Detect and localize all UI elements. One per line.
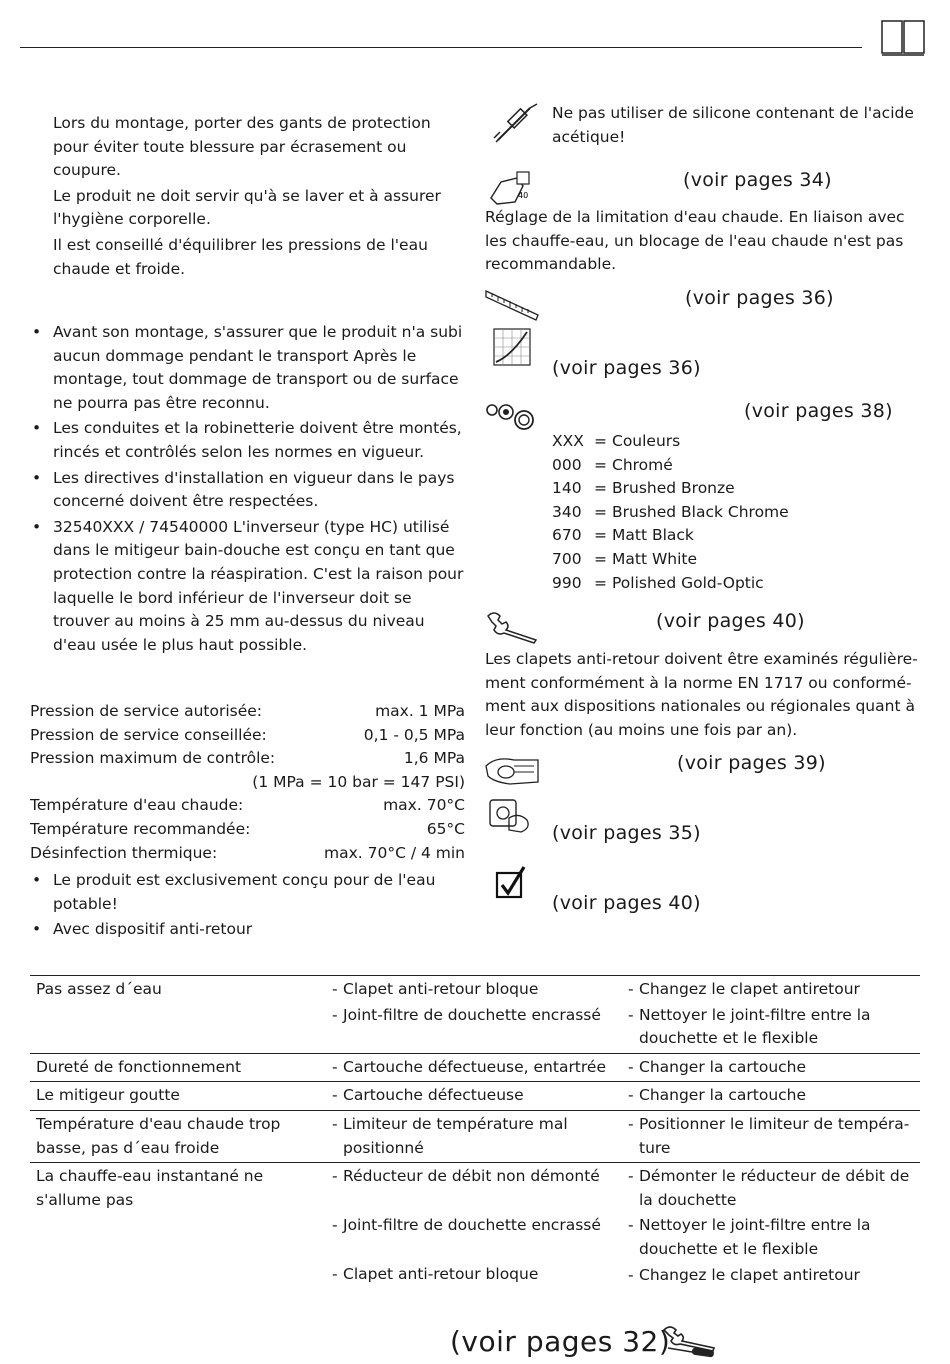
remedy-item: - Changez le clapet antiretour [628, 1264, 916, 1288]
color-code: 700 [552, 549, 582, 568]
table-row [30, 976, 920, 1054]
cause-item: - Cartouche défectueuse [332, 1084, 618, 1108]
bullet-item: • Le produit est exclusivement conçu pour de l'eau potable! [30, 869, 450, 916]
cause-item: - Réducteur de débit non démonté [332, 1165, 618, 1212]
remedy-item: - Changez le clapet antiretour [628, 978, 916, 1002]
spec-row [30, 747, 465, 771]
intro-text: Lors du montage, porter des gants de protection pour éviter toute blessure par écrasement ou coupure. [53, 114, 431, 180]
color-name: Couleurs [612, 432, 681, 450]
wrench-icon [484, 610, 540, 644]
cause-item: - Joint-filtre de douchette encrassé [332, 1214, 618, 1261]
spec-value: max. 1 MPa [375, 702, 465, 720]
silicone-gun-icon [490, 102, 540, 144]
cause-cell [326, 976, 622, 1054]
cause-cell [326, 1082, 622, 1111]
page-ref-36b: (voir pages 36) [552, 357, 701, 379]
remedy-cell [622, 1163, 920, 1289]
cause-item: - Joint-filtre de douchette encrassé [332, 1004, 618, 1028]
color-code: 000 [552, 455, 582, 474]
color-row [552, 548, 789, 572]
checkbox-checked-icon [494, 865, 528, 901]
remedy-cell [622, 976, 920, 1054]
color-code: 140 [552, 479, 582, 498]
color-row [552, 477, 789, 501]
remedy-item: - Changer la cartouche [628, 1084, 916, 1108]
install-bullets [30, 321, 465, 657]
spec-label: Pression de service autorisée: [30, 702, 263, 720]
intro-block [53, 112, 463, 281]
color-code: 670 [552, 526, 582, 545]
color-row [552, 454, 789, 478]
remedy-item: - Nettoyer le joint-filtre entre la douchette et le flexible [628, 1004, 916, 1051]
spec-value: max. 70°C / 4 min [323, 843, 465, 862]
spec-value: 1,6 MPa [403, 749, 465, 768]
cause-cell [326, 1110, 622, 1162]
remedy-item: - Nettoyer le joint-filtre entre la douchette et le flexible [628, 1214, 916, 1261]
spec-label: Température d'eau chaude: [30, 796, 244, 815]
color-eq: = [594, 479, 607, 498]
color-row [552, 524, 789, 548]
bullet-item: • 32540XXX / 74540000 L'inverseur (type HC) utilisé dans le mitigeur bain-douche est conçu en tant que protection contre la réaspiration. C'est la raison pour laquelle le bord inférieur de l'inverseur doit se trouver au moins à 25 mm au-dessus du niveau d'eau usée le plus haut possible. [30, 516, 465, 658]
color-name: Polished Gold-Optic [612, 573, 764, 592]
page-ref-36a: (voir pages 36) [685, 287, 834, 309]
spec-value: 65°C [426, 819, 465, 838]
spec-row [30, 818, 465, 842]
remedy-item: - Démonter le réducteur de débit de la douchette [628, 1165, 916, 1212]
color-list [552, 430, 789, 595]
book-icon [881, 20, 925, 56]
cause-cell [326, 1163, 622, 1289]
spec-row [30, 794, 465, 818]
intro-text: Le produit ne doit servir qu'à se laver et à assurer l'hygiène corporelle. [53, 186, 441, 229]
table-row [30, 1053, 920, 1082]
color-name: Brushed Bronze [612, 479, 735, 498]
remedy-item: - Changer la cartouche [628, 1056, 916, 1080]
spec-row [30, 842, 465, 866]
color-eq: = [594, 432, 607, 450]
bullet-item: • Avant son montage, s'assurer que le produit n'a subi aucun dommage pendant le transport Après le montage, tout dommage de transport ou de surface ne pourra pas être reconnu. [30, 321, 465, 415]
check-valve-note: Les clapets anti-retour doivent être examinés régulière-ment conformément à la norme EN 1717 ou conformé-ment aux dispositions nationales ou régionales quant à leur fonction (au moins une fois par an). [485, 650, 918, 739]
remedy-cell [622, 1082, 920, 1111]
table-row [30, 1082, 920, 1111]
cleaning-hand-icon [484, 752, 540, 788]
page-ref-40a: (voir pages 40) [656, 610, 805, 632]
spec-label: Pression maximum de contrôle: [30, 749, 276, 768]
remedy-cell [622, 1053, 920, 1082]
silicone-warning: Ne pas utiliser de silicone contenant de l'acide acétique! [552, 104, 914, 146]
spec-label: Température recommandée: [30, 819, 251, 838]
troubleshooting-table [30, 975, 920, 1289]
color-eq: = [594, 502, 607, 521]
page-ref-39: (voir pages 39) [677, 752, 826, 774]
temperature-adjust-icon [487, 168, 533, 206]
color-row [552, 572, 789, 596]
color-name: Brushed Black Chrome [612, 502, 789, 521]
spec-value: 0,1 - 0,5 MPa [363, 725, 465, 744]
color-row [552, 501, 789, 525]
page-ref-34: (voir pages 34) [683, 169, 832, 191]
wrench-screwdriver-icon [662, 1324, 718, 1360]
bullet-item: • Les conduites et la robinetterie doivent être montés, rincés et contrôlés selon les normes en vigueur. [30, 417, 465, 464]
ruler-icon [484, 287, 540, 323]
flow-chart-icon [493, 328, 531, 366]
parts-set-icon [484, 398, 544, 432]
color-eq: = [594, 549, 607, 568]
problem-cell: Pas assez d´eau [36, 980, 162, 998]
bullet-item: • Avec dispositif anti-retour [30, 918, 450, 942]
spec-note: (1 MPa = 10 bar = 147 PSI) [252, 772, 465, 791]
svg-text:40: 40 [518, 191, 529, 200]
page-ref-40b: (voir pages 40) [552, 892, 701, 914]
problem-cell: Le mitigeur goutte [36, 1086, 180, 1105]
problem-cell: Température d'eau chaude trop basse, pas d´eau froide [36, 1114, 281, 1157]
color-code: 340 [552, 502, 582, 521]
color-name: Chromé [612, 455, 673, 474]
specs-block [30, 700, 465, 865]
spec-label: Désinfection thermique: [30, 843, 218, 862]
cause-item: - Clapet anti-retour bloque [332, 1263, 618, 1287]
color-eq: = [594, 455, 607, 474]
spec-row [30, 724, 465, 748]
color-code: XXX [552, 432, 584, 450]
cause-cell [326, 1053, 622, 1082]
remedy-cell [622, 1110, 920, 1162]
bullet-item: • Les directives d'installation en vigueur dans le pays concerné doivent être respectées. [30, 467, 465, 514]
spec-row [30, 700, 465, 724]
spec-label: Pression de service conseillée: [30, 725, 267, 744]
table-row [30, 1163, 920, 1289]
color-row [552, 430, 789, 454]
cause-item: - Cartouche défectueuse, entartrée [332, 1056, 618, 1080]
footer-page-ref: (voir pages 32) [450, 1325, 671, 1358]
usage-bullets [30, 869, 450, 942]
intro-text: Il est conseillé d'équilibrer les pressions de l'eau chaude et froide. [53, 235, 428, 278]
cause-item: - Clapet anti-retour bloque [332, 978, 618, 1002]
problem-cell: Dureté de fonctionnement [36, 1057, 242, 1076]
color-eq: = [594, 526, 607, 545]
page-ref-35: (voir pages 35) [552, 822, 701, 844]
table-row [30, 1110, 920, 1162]
color-name: Matt White [612, 549, 698, 568]
cause-item: - Limiteur de température mal positionné [332, 1113, 618, 1160]
remedy-item: - Positionner le limiteur de tempéra-ture [628, 1113, 916, 1160]
color-code: 990 [552, 573, 582, 592]
page-ref-38: (voir pages 38) [744, 400, 893, 422]
spec-value: max. 70°C [383, 796, 465, 815]
color-name: Matt Black [612, 526, 694, 545]
color-eq: = [594, 573, 607, 592]
cartridge-hand-icon [487, 794, 533, 834]
hot-water-note: Réglage de la limitation d'eau chaude. En liaison avec les chauffe-eau, un blocage de l'eau chaude n'est pas recommandable. [485, 208, 905, 274]
problem-cell: La chauffe-eau instantané ne s'allume pas [36, 1167, 264, 1209]
header-rule [20, 47, 862, 48]
